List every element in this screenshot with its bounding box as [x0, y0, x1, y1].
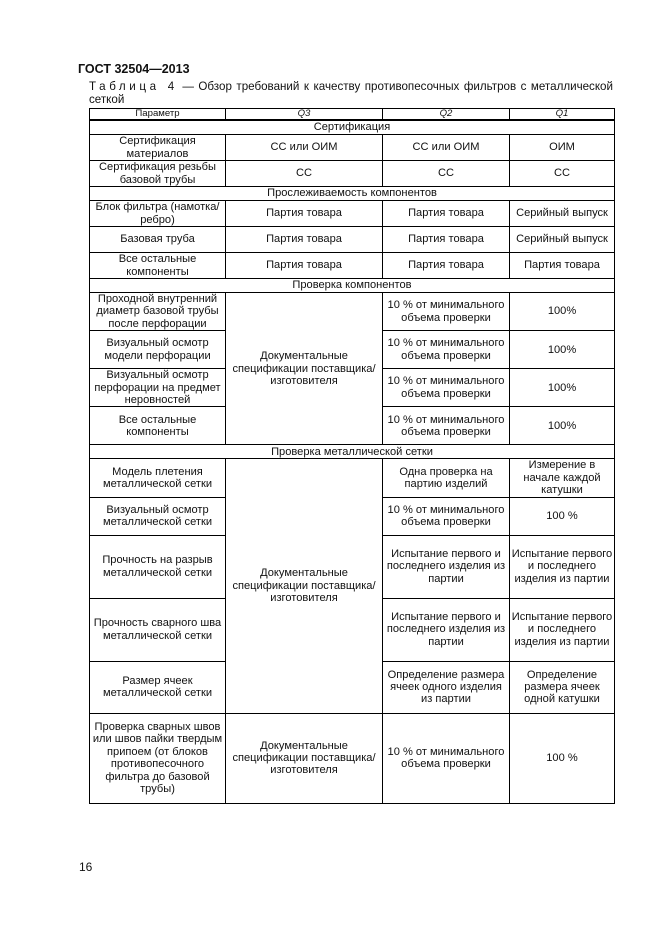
table-row: [90, 713, 615, 803]
table-row: [90, 201, 615, 227]
table-caption-text: Обзор требований к качеству противопесочных фильтров с металлической сеткой: [89, 80, 613, 106]
page-number: 16: [79, 860, 93, 874]
q2-cell: Партия товара: [383, 227, 510, 253]
param-cell: Проверка сварных швов или швов пайки твердым припоем (от блоков противопесочного фильтра до базовой трубы): [90, 713, 226, 803]
section-row-certification: [90, 120, 615, 135]
param-cell: Все остальные компоненты: [90, 407, 226, 445]
q3-cell: СС или ОИМ: [226, 135, 383, 161]
param-cell: Базовая труба: [90, 227, 226, 253]
q2-cell: Испытание первого и последнего изделия из партии: [383, 535, 510, 598]
q1-cell: Серийный выпуск: [510, 201, 615, 227]
section-title: Прослеживаемость компонентов: [90, 187, 615, 201]
q2-cell: Одна проверка на партию изделий: [383, 459, 510, 497]
q2-cell: 10 % от минимального объема проверки: [383, 331, 510, 369]
section-row-mesh-check: [90, 445, 615, 459]
q2-cell: 10 % от минимального объема проверки: [383, 713, 510, 803]
q1-cell: 100%: [510, 293, 615, 331]
table-row: [90, 161, 615, 187]
param-cell: Прочность на разрыв металлической сетки: [90, 535, 226, 598]
q1-cell: 100%: [510, 331, 615, 369]
q3-merged-cell: Документальные спецификации поставщика/ изготовителя: [226, 293, 383, 445]
section-title: Сертификация: [90, 120, 615, 135]
q3-cell: Документальные спецификации поставщика/ изготовителя: [226, 713, 383, 803]
param-cell: Визуальный осмотр перфорации на предмет неровностей: [90, 369, 226, 407]
q1-cell: 100 %: [510, 713, 615, 803]
header-cell-q1: Q1: [510, 109, 615, 121]
q3-cell: Партия товара: [226, 227, 383, 253]
param-cell: Прочность сварного шва металлической сетки: [90, 598, 226, 661]
q2-cell: Определение размера ячеек одного изделия из партии: [383, 661, 510, 713]
q3-cell: Партия товара: [226, 201, 383, 227]
param-cell: Все остальные компоненты: [90, 253, 226, 279]
q2-cell: СС или ОИМ: [383, 135, 510, 161]
q2-cell: Партия товара: [383, 253, 510, 279]
q1-cell: СС: [510, 161, 615, 187]
param-cell: Визуальный осмотр модели перфорации: [90, 331, 226, 369]
table-row: [90, 227, 615, 253]
q3-cell: СС: [226, 161, 383, 187]
table-row: [90, 253, 615, 279]
q1-cell: Серийный выпуск: [510, 227, 615, 253]
section-row-components-check: [90, 279, 615, 293]
table-row: [90, 293, 615, 331]
param-cell: Размер ячеек металлической сетки: [90, 661, 226, 713]
q2-cell: 10 % от минимального объема проверки: [383, 369, 510, 407]
section-title: Проверка компонентов: [90, 279, 615, 293]
table-header-row: [90, 109, 615, 121]
q1-cell: Определение размера ячеек одной катушки: [510, 661, 615, 713]
q2-cell: Испытание первого и последнего изделия из партии: [383, 598, 510, 661]
table-caption-label: Таблица 4: [89, 80, 178, 93]
q1-cell: 100%: [510, 369, 615, 407]
param-cell: Блок фильтра (намотка/ребро): [90, 201, 226, 227]
q1-cell: Испытание первого и последнего изделия из партии: [510, 598, 615, 661]
q2-cell: 10 % от минимального объема проверки: [383, 407, 510, 445]
q2-cell: 10 % от минимального объема проверки: [383, 293, 510, 331]
table-row: [90, 459, 615, 497]
header-cell-parameter: Параметр: [90, 109, 226, 121]
q2-cell: 10 % от минимального объема проверки: [383, 497, 510, 535]
q1-cell: Испытание первого и последнего изделия из партии: [510, 535, 615, 598]
q1-cell: Измерение в начале каждой катушки: [510, 459, 615, 497]
q2-cell: СС: [383, 161, 510, 187]
q3-merged-cell: Документальные спецификации поставщика/ изготовителя: [226, 459, 383, 713]
q1-cell: 100%: [510, 407, 615, 445]
table-caption: [89, 81, 613, 106]
q1-cell: ОИМ: [510, 135, 615, 161]
section-row-traceability: [90, 187, 615, 201]
param-cell: Визуальный осмотр металлической сетки: [90, 497, 226, 535]
section-title: Проверка металлической сетки: [90, 445, 615, 459]
q1-cell: 100 %: [510, 497, 615, 535]
table-caption-dash: —: [182, 80, 194, 93]
q1-cell: Партия товара: [510, 253, 615, 279]
param-cell: Сертификация резьбы базовой трубы: [90, 161, 226, 187]
header-cell-q3: Q3: [226, 109, 383, 121]
header-cell-q2: Q2: [383, 109, 510, 121]
document-code: ГОСТ 32504—2013: [78, 62, 190, 76]
table-row: [90, 135, 615, 161]
param-cell: Сертификация материалов: [90, 135, 226, 161]
q2-cell: Партия товара: [383, 201, 510, 227]
param-cell: Модель плетения металлической сетки: [90, 459, 226, 497]
requirements-table: [89, 108, 615, 804]
param-cell: Проходной внутренний диаметр базовой трубы после перфорации: [90, 293, 226, 331]
q3-cell: Партия товара: [226, 253, 383, 279]
